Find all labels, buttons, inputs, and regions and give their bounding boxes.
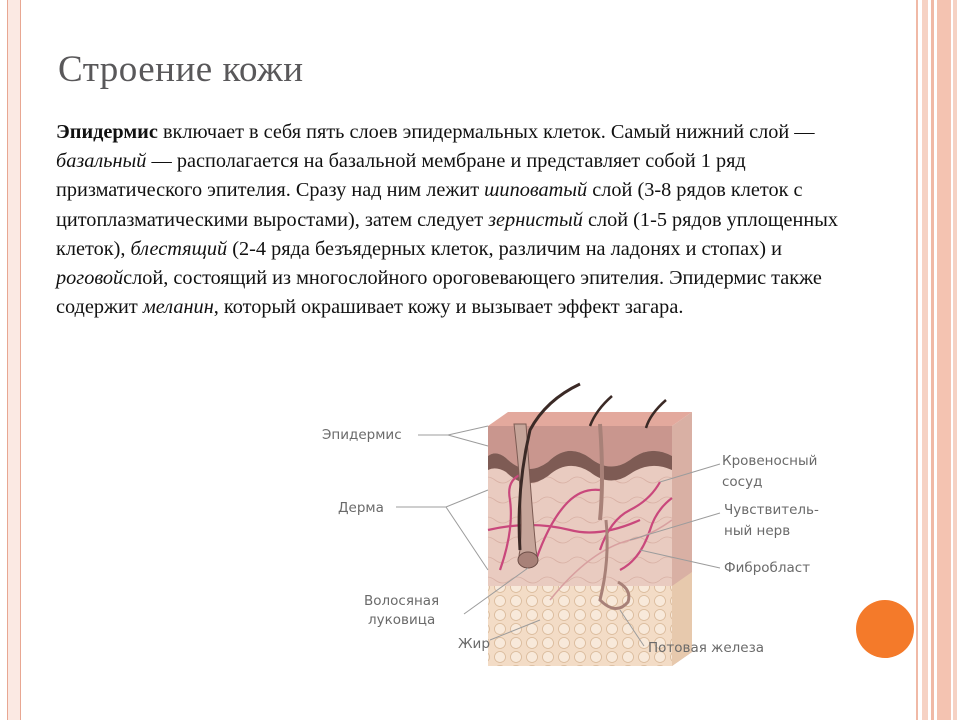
term-corneum: роговой [56,267,124,290]
skin-block-side [672,412,692,666]
term-basal: базальный [56,150,147,173]
label-hair-bulb: луковица [368,612,436,628]
label-fat: Жир [458,636,490,652]
text-segment: слой, состоящий из многослойного ороговевающего эпителия. Эпидермис также содержит [56,267,822,319]
text-segment: слой (3-8 рядов клеток с цитоплазматическими выростами), затем следует [56,179,803,231]
slide-title: Строение кожи [58,49,304,90]
text-segment: включает в себя пять слоев эпидермальных клеток. Самый нижний слой — [157,121,815,143]
label-sensory-nerve: ный нерв [724,523,791,539]
left-border-frame [7,0,21,720]
label-dermis: Дерма [338,500,384,516]
label-blood-vessel: сосуд [722,474,763,490]
right-border-stripe [916,0,918,720]
right-border-stripe [937,0,951,720]
right-border-stripe [922,0,928,720]
label-sensory-nerve: Чувствитель- [724,502,819,518]
label-hair-bulb: Волосяная [364,593,440,609]
term-lucid: блестящий [130,237,228,260]
label-fibroblast: Фибробласт [724,560,811,576]
text-segment: , который окрашивает кожу и вызывает эффект загара. [213,296,684,319]
decorative-orange-circle [856,600,914,658]
skin-structure-diagram [300,370,860,670]
text-segment: (2-4 ряда безъядерных клеток, различим на ладонях и стопах) и [227,237,782,260]
term-granular: зернистый [488,208,583,231]
term-epidermis: Эпидермис [56,121,158,143]
text-segment: слой (1-5 рядов уплощенных клеток), [56,208,838,260]
text-segment: — располагается на базальной мембране и представляет собой 1 ряд призматического эпителия. Сразу над ним лежит [56,150,746,202]
right-border-stripe [953,0,957,720]
label-sweat-gland: Потовая железа [648,640,765,656]
slide-paragraph [56,118,856,322]
term-spinous: шиповатый [484,179,588,202]
label-epidermis: Эпидермис [322,427,402,443]
right-border-stripe [931,0,934,720]
term-melanin: меланин [142,296,214,319]
label-blood-vessel: Кровеносный [722,453,818,469]
